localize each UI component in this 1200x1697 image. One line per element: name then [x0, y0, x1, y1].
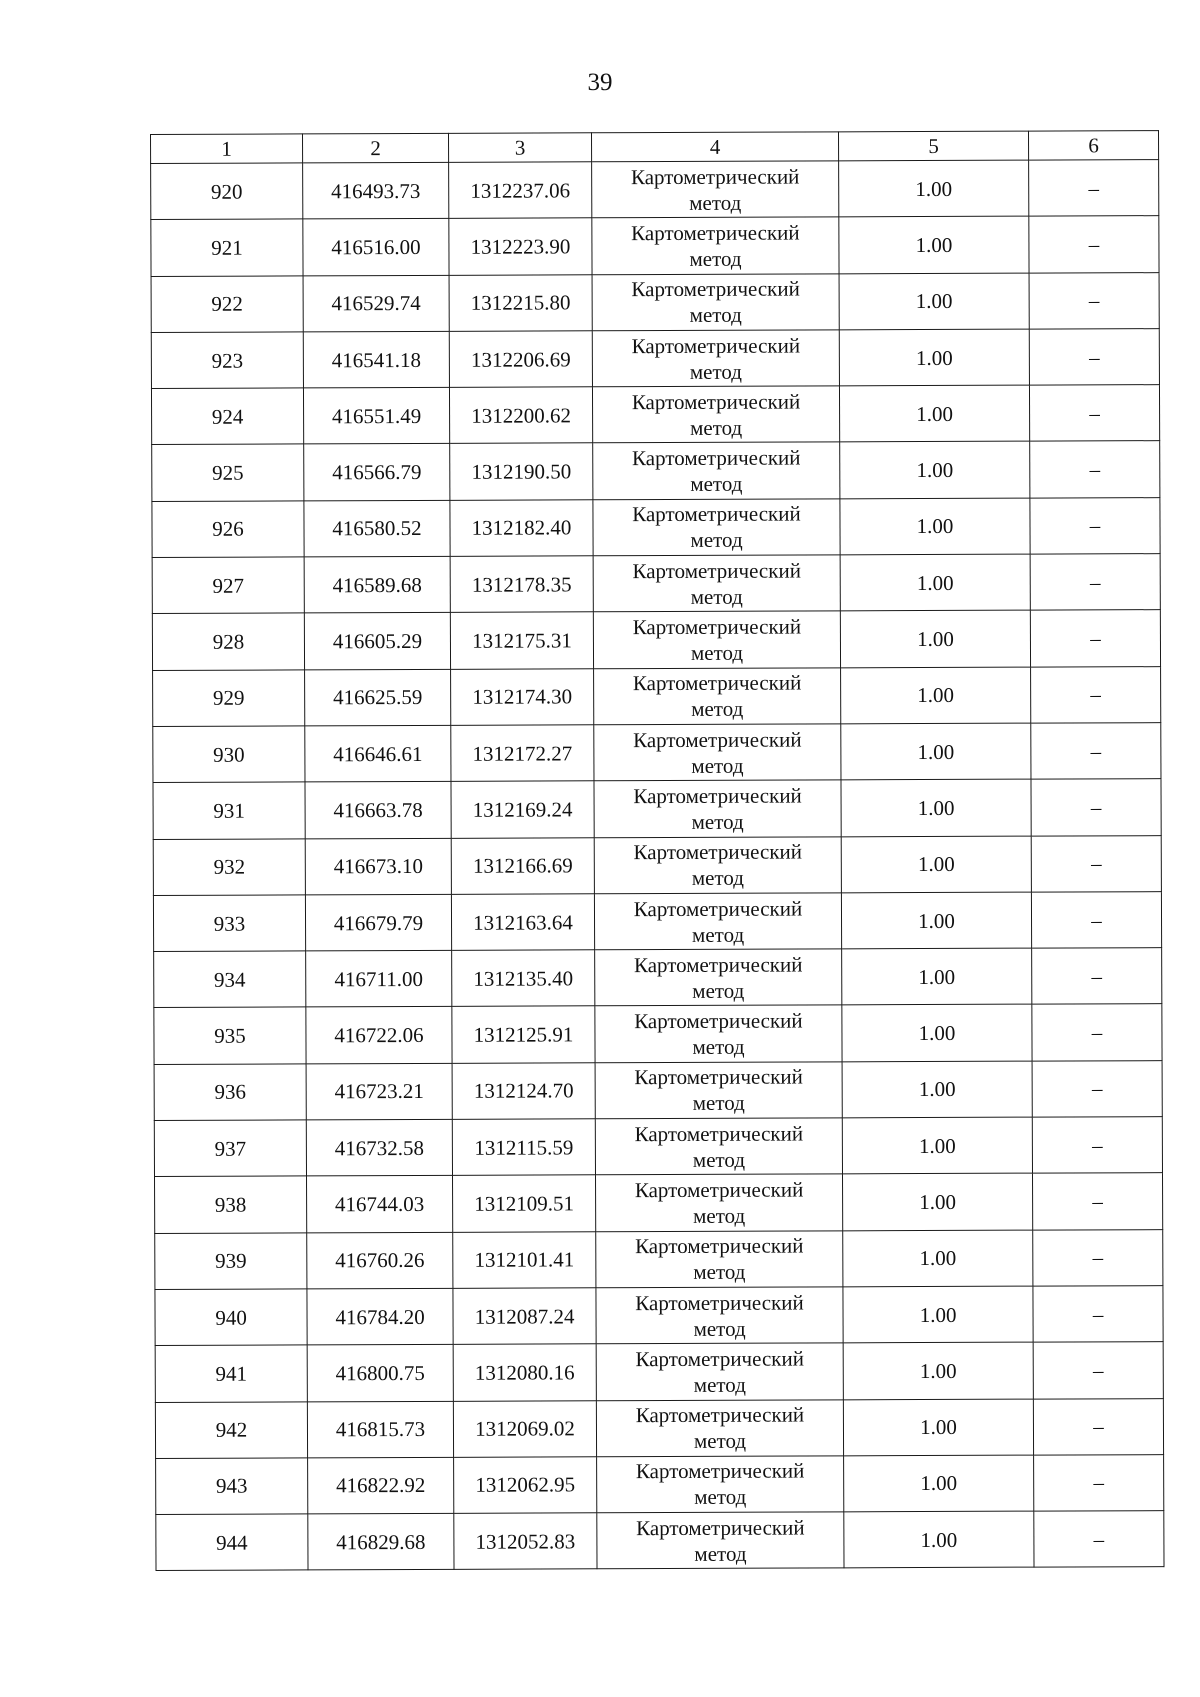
x-coordinate-cell: 416605.29: [304, 613, 450, 670]
y-coordinate-cell: 1312178.35: [450, 556, 593, 613]
precision-cell: 1.00: [841, 892, 1031, 949]
table-row: [154, 1117, 1162, 1177]
method-text-line: Картометрический: [634, 1008, 803, 1034]
point-number-cell: 938: [155, 1176, 307, 1233]
method-text-line: метод: [691, 697, 744, 722]
method-text-line: Картометрический: [634, 1064, 803, 1090]
method-text-line: метод: [694, 1541, 747, 1566]
method-text-line: Картометрический: [631, 389, 801, 414]
x-coordinate-cell: 416625.59: [305, 669, 451, 726]
note-cell: –: [1031, 779, 1161, 836]
method-cell: [596, 1230, 843, 1287]
table-row: [156, 1454, 1164, 1514]
table-row: [153, 666, 1161, 726]
x-coordinate-cell: 416541.18: [303, 331, 449, 388]
method-text-line: метод: [693, 1428, 747, 1454]
x-coordinate-cell: 416711.00: [306, 951, 452, 1008]
method-text-line: Картометрический: [631, 276, 800, 302]
point-number-cell: 941: [155, 1345, 307, 1402]
method-text-line: Картометрический: [634, 1177, 804, 1203]
method-text-line: Картометрический: [632, 558, 801, 583]
method-cell: [593, 499, 840, 556]
note-cell: –: [1032, 948, 1162, 1005]
note-cell: –: [1030, 441, 1160, 498]
precision-cell: 1.00: [841, 779, 1031, 836]
table-row: [155, 1173, 1163, 1233]
table-row: [154, 1004, 1162, 1064]
method-cell: [593, 611, 840, 668]
method-text-line: метод: [690, 640, 744, 665]
y-coordinate-cell: 1312080.16: [453, 1344, 596, 1401]
method-cell: [594, 780, 841, 837]
method-text-line: Картометрический: [632, 501, 801, 527]
point-number-cell: 940: [155, 1289, 307, 1346]
x-coordinate-cell: 416815.73: [307, 1401, 453, 1458]
table-row: [155, 1286, 1163, 1346]
note-cell: –: [1034, 1454, 1164, 1511]
method-text-line: Картометрический: [631, 220, 800, 246]
table-row: [155, 1342, 1163, 1402]
point-number-cell: 934: [154, 951, 306, 1008]
y-coordinate-cell: 1312175.31: [450, 612, 593, 669]
precision-cell: 1.00: [843, 1230, 1033, 1287]
note-cell: –: [1031, 891, 1161, 948]
y-coordinate-cell: 1312174.30: [451, 668, 594, 725]
note-cell: –: [1032, 1060, 1162, 1117]
note-cell: –: [1029, 329, 1159, 386]
method-cell: [592, 273, 839, 330]
point-number-cell: 925: [152, 444, 304, 501]
method-cell: [594, 724, 841, 781]
table-row: [151, 160, 1159, 220]
method-text-line: метод: [690, 471, 743, 497]
table-row: [152, 497, 1160, 557]
precision-cell: 1.00: [842, 948, 1032, 1005]
table-row: [155, 1229, 1163, 1289]
point-number-cell: 943: [156, 1458, 308, 1515]
x-coordinate-cell: 416760.26: [307, 1232, 453, 1289]
note-cell: –: [1033, 1229, 1163, 1286]
column-header-3: 3: [448, 133, 591, 163]
method-text-line: метод: [690, 584, 743, 609]
precision-cell: 1.00: [839, 385, 1029, 442]
y-coordinate-cell: 1312125.91: [452, 1006, 595, 1063]
method-cell: [595, 1118, 842, 1175]
method-cell: [593, 442, 840, 499]
method-text-line: метод: [692, 1034, 745, 1060]
note-cell: –: [1029, 385, 1159, 442]
method-text-line: Картометрический: [635, 1402, 805, 1428]
method-text-line: метод: [691, 809, 744, 834]
point-number-cell: 921: [151, 219, 303, 276]
point-number-cell: 944: [156, 1514, 308, 1571]
method-text-line: Картометрический: [631, 333, 801, 358]
method-text-line: метод: [689, 190, 742, 215]
y-coordinate-cell: 1312172.27: [451, 725, 594, 782]
method-text-line: метод: [691, 922, 745, 947]
table-row: [153, 891, 1161, 951]
y-coordinate-cell: 1312135.40: [452, 950, 595, 1007]
precision-cell: 1.00: [839, 329, 1029, 386]
note-cell: –: [1031, 723, 1161, 780]
table-row: [151, 216, 1159, 276]
method-text-line: метод: [690, 528, 743, 553]
y-coordinate-cell: 1312062.95: [454, 1457, 597, 1514]
method-cell: [594, 836, 841, 893]
note-cell: –: [1034, 1511, 1164, 1568]
table-row: [153, 779, 1161, 839]
y-coordinate-cell: 1312190.50: [450, 443, 593, 500]
table-row: [154, 948, 1162, 1008]
note-cell: –: [1032, 1004, 1162, 1061]
y-coordinate-cell: 1312182.40: [450, 500, 593, 557]
precision-cell: 1.00: [844, 1511, 1034, 1568]
header-row: [151, 131, 1159, 164]
y-coordinate-cell: 1312069.02: [453, 1400, 596, 1457]
note-cell: –: [1029, 216, 1159, 273]
method-text-line: Картометрический: [633, 727, 802, 752]
method-text-line: метод: [693, 1316, 746, 1341]
x-coordinate-cell: 416679.79: [305, 894, 451, 951]
point-number-cell: 933: [153, 895, 305, 952]
y-coordinate-cell: 1312169.24: [451, 781, 594, 838]
precision-cell: 1.00: [841, 836, 1031, 893]
precision-cell: 1.00: [840, 554, 1030, 611]
precision-cell: 1.00: [843, 1286, 1033, 1343]
y-coordinate-cell: 1312200.62: [449, 387, 592, 444]
x-coordinate-cell: 416722.06: [306, 1007, 452, 1064]
column-header-2: 2: [303, 133, 449, 163]
precision-cell: 1.00: [841, 667, 1031, 724]
y-coordinate-cell: 1312115.59: [452, 1119, 595, 1176]
x-coordinate-cell: 416580.52: [304, 500, 450, 557]
method-cell: [597, 1512, 844, 1569]
note-cell: –: [1033, 1286, 1163, 1343]
x-coordinate-cell: 416493.73: [303, 162, 449, 219]
table-row: [151, 385, 1159, 445]
note-cell: –: [1029, 272, 1159, 329]
column-header-4: 4: [591, 132, 838, 162]
method-text-line: метод: [692, 978, 745, 1003]
method-text-line: метод: [689, 302, 742, 328]
method-text-line: Картометрический: [635, 1346, 804, 1372]
note-cell: –: [1031, 835, 1161, 892]
table-row: [151, 272, 1159, 332]
x-coordinate-cell: 416663.78: [305, 782, 451, 839]
method-cell: [596, 1343, 843, 1400]
point-number-cell: 930: [153, 726, 305, 783]
method-cell: [596, 1287, 843, 1344]
method-text-line: метод: [692, 1147, 746, 1172]
method-text-line: Картометрический: [634, 1121, 804, 1146]
method-text-line: Картометрический: [631, 445, 801, 471]
point-number-cell: 924: [151, 388, 303, 445]
x-coordinate-cell: 416732.58: [306, 1119, 452, 1176]
point-number-cell: 936: [154, 1064, 306, 1121]
page-number: 39: [587, 69, 613, 96]
precision-cell: 1.00: [840, 610, 1030, 667]
y-coordinate-cell: 1312124.70: [452, 1063, 595, 1120]
method-cell: [594, 668, 841, 725]
x-coordinate-cell: 416723.21: [306, 1063, 452, 1120]
method-text-line: метод: [689, 359, 743, 384]
table-row: [153, 835, 1161, 895]
point-number-cell: 942: [155, 1401, 307, 1458]
note-cell: –: [1029, 160, 1159, 217]
method-text-line: метод: [692, 1091, 745, 1116]
table-row: [152, 441, 1160, 501]
coordinates-table: [150, 130, 1165, 1571]
method-text-line: Картометрический: [633, 783, 802, 809]
table-row: [151, 329, 1159, 389]
method-cell: [594, 893, 841, 950]
note-cell: –: [1030, 554, 1160, 611]
method-text-line: Картометрический: [632, 614, 802, 640]
method-text-line: метод: [693, 1203, 746, 1228]
x-coordinate-cell: 416800.75: [307, 1345, 453, 1402]
precision-cell: 1.00: [840, 442, 1030, 499]
point-number-cell: 929: [153, 670, 305, 727]
method-text-line: метод: [690, 415, 743, 440]
precision-cell: 1.00: [842, 1117, 1032, 1174]
point-number-cell: 932: [153, 838, 305, 895]
method-text-line: Картометрический: [635, 1290, 804, 1315]
method-text-line: Картометрический: [635, 1458, 805, 1484]
y-coordinate-cell: 1312223.90: [449, 218, 592, 275]
x-coordinate-cell: 416566.79: [304, 444, 450, 501]
method-cell: [592, 161, 839, 218]
method-cell: [595, 1005, 842, 1062]
precision-cell: 1.00: [839, 160, 1029, 217]
point-number-cell: 928: [152, 613, 304, 670]
precision-cell: 1.00: [843, 1342, 1033, 1399]
method-text-line: метод: [693, 1260, 746, 1285]
precision-cell: 1.00: [843, 1399, 1033, 1456]
point-number-cell: 920: [151, 163, 303, 220]
method-text-line: Картометрический: [632, 670, 802, 696]
method-text-line: метод: [693, 1372, 746, 1397]
column-header-1: 1: [151, 134, 303, 164]
precision-cell: 1.00: [842, 1061, 1032, 1118]
y-coordinate-cell: 1312237.06: [449, 162, 592, 219]
precision-cell: 1.00: [840, 498, 1030, 555]
point-number-cell: 939: [155, 1233, 307, 1290]
precision-cell: 1.00: [842, 1173, 1032, 1230]
x-coordinate-cell: 416673.10: [305, 838, 451, 895]
y-coordinate-cell: 1312206.69: [449, 331, 592, 388]
y-coordinate-cell: 1312163.64: [451, 894, 594, 951]
note-cell: –: [1030, 497, 1160, 554]
note-cell: –: [1033, 1398, 1163, 1455]
column-header-5: 5: [838, 131, 1028, 161]
method-text-line: Картометрический: [633, 952, 803, 977]
method-cell: [592, 330, 839, 387]
method-cell: [592, 386, 839, 443]
method-cell: [593, 555, 840, 612]
method-text-line: Картометрический: [634, 1233, 804, 1259]
note-cell: –: [1031, 666, 1161, 723]
table-row: [156, 1511, 1164, 1571]
precision-cell: 1.00: [844, 1455, 1034, 1512]
table-body: [151, 160, 1164, 1571]
x-coordinate-cell: 416744.03: [307, 1176, 453, 1233]
method-text-line: метод: [689, 246, 742, 271]
method-text-line: метод: [694, 1485, 747, 1510]
x-coordinate-cell: 416829.68: [308, 1513, 454, 1570]
note-cell: –: [1030, 610, 1160, 667]
method-text-line: метод: [691, 865, 744, 891]
point-number-cell: 937: [154, 1120, 306, 1177]
point-number-cell: 922: [151, 276, 303, 333]
note-cell: –: [1033, 1342, 1163, 1399]
method-cell: [595, 1062, 842, 1119]
y-coordinate-cell: 1312101.41: [453, 1231, 596, 1288]
table-row: [153, 723, 1161, 783]
method-text-line: метод: [691, 753, 744, 778]
point-number-cell: 927: [152, 557, 304, 614]
note-cell: –: [1032, 1117, 1162, 1174]
table-header: [151, 131, 1159, 164]
x-coordinate-cell: 416551.49: [303, 388, 449, 445]
column-header-6: 6: [1028, 131, 1158, 160]
method-text-line: Картометрический: [636, 1515, 805, 1540]
y-coordinate-cell: 1312166.69: [451, 837, 594, 894]
note-cell: –: [1032, 1173, 1162, 1230]
x-coordinate-cell: 416646.61: [305, 725, 451, 782]
y-coordinate-cell: 1312052.83: [454, 1513, 597, 1570]
x-coordinate-cell: 416516.00: [303, 219, 449, 276]
method-cell: [597, 1456, 844, 1513]
y-coordinate-cell: 1312109.51: [453, 1175, 596, 1232]
point-number-cell: 923: [151, 332, 303, 389]
precision-cell: 1.00: [842, 1005, 1032, 1062]
x-coordinate-cell: 416784.20: [307, 1288, 453, 1345]
x-coordinate-cell: 416589.68: [304, 556, 450, 613]
method-text-line: Картометрический: [630, 164, 800, 189]
method-text-line: Картометрический: [633, 839, 803, 865]
precision-cell: 1.00: [839, 273, 1029, 330]
x-coordinate-cell: 416822.92: [308, 1457, 454, 1514]
table-row: [152, 610, 1160, 670]
method-cell: [596, 1399, 843, 1456]
method-cell: [596, 1174, 843, 1231]
point-number-cell: 935: [154, 1007, 306, 1064]
table-row: [154, 1060, 1162, 1120]
method-cell: [595, 949, 842, 1006]
precision-cell: 1.00: [839, 216, 1029, 273]
table-row: [155, 1398, 1163, 1458]
point-number-cell: 931: [153, 782, 305, 839]
method-text-line: Картометрический: [633, 896, 803, 921]
point-number-cell: 926: [152, 501, 304, 558]
y-coordinate-cell: 1312215.80: [449, 274, 592, 331]
table-row: [152, 554, 1160, 614]
x-coordinate-cell: 416529.74: [303, 275, 449, 332]
y-coordinate-cell: 1312087.24: [453, 1288, 596, 1345]
method-cell: [592, 217, 839, 274]
precision-cell: 1.00: [841, 723, 1031, 780]
